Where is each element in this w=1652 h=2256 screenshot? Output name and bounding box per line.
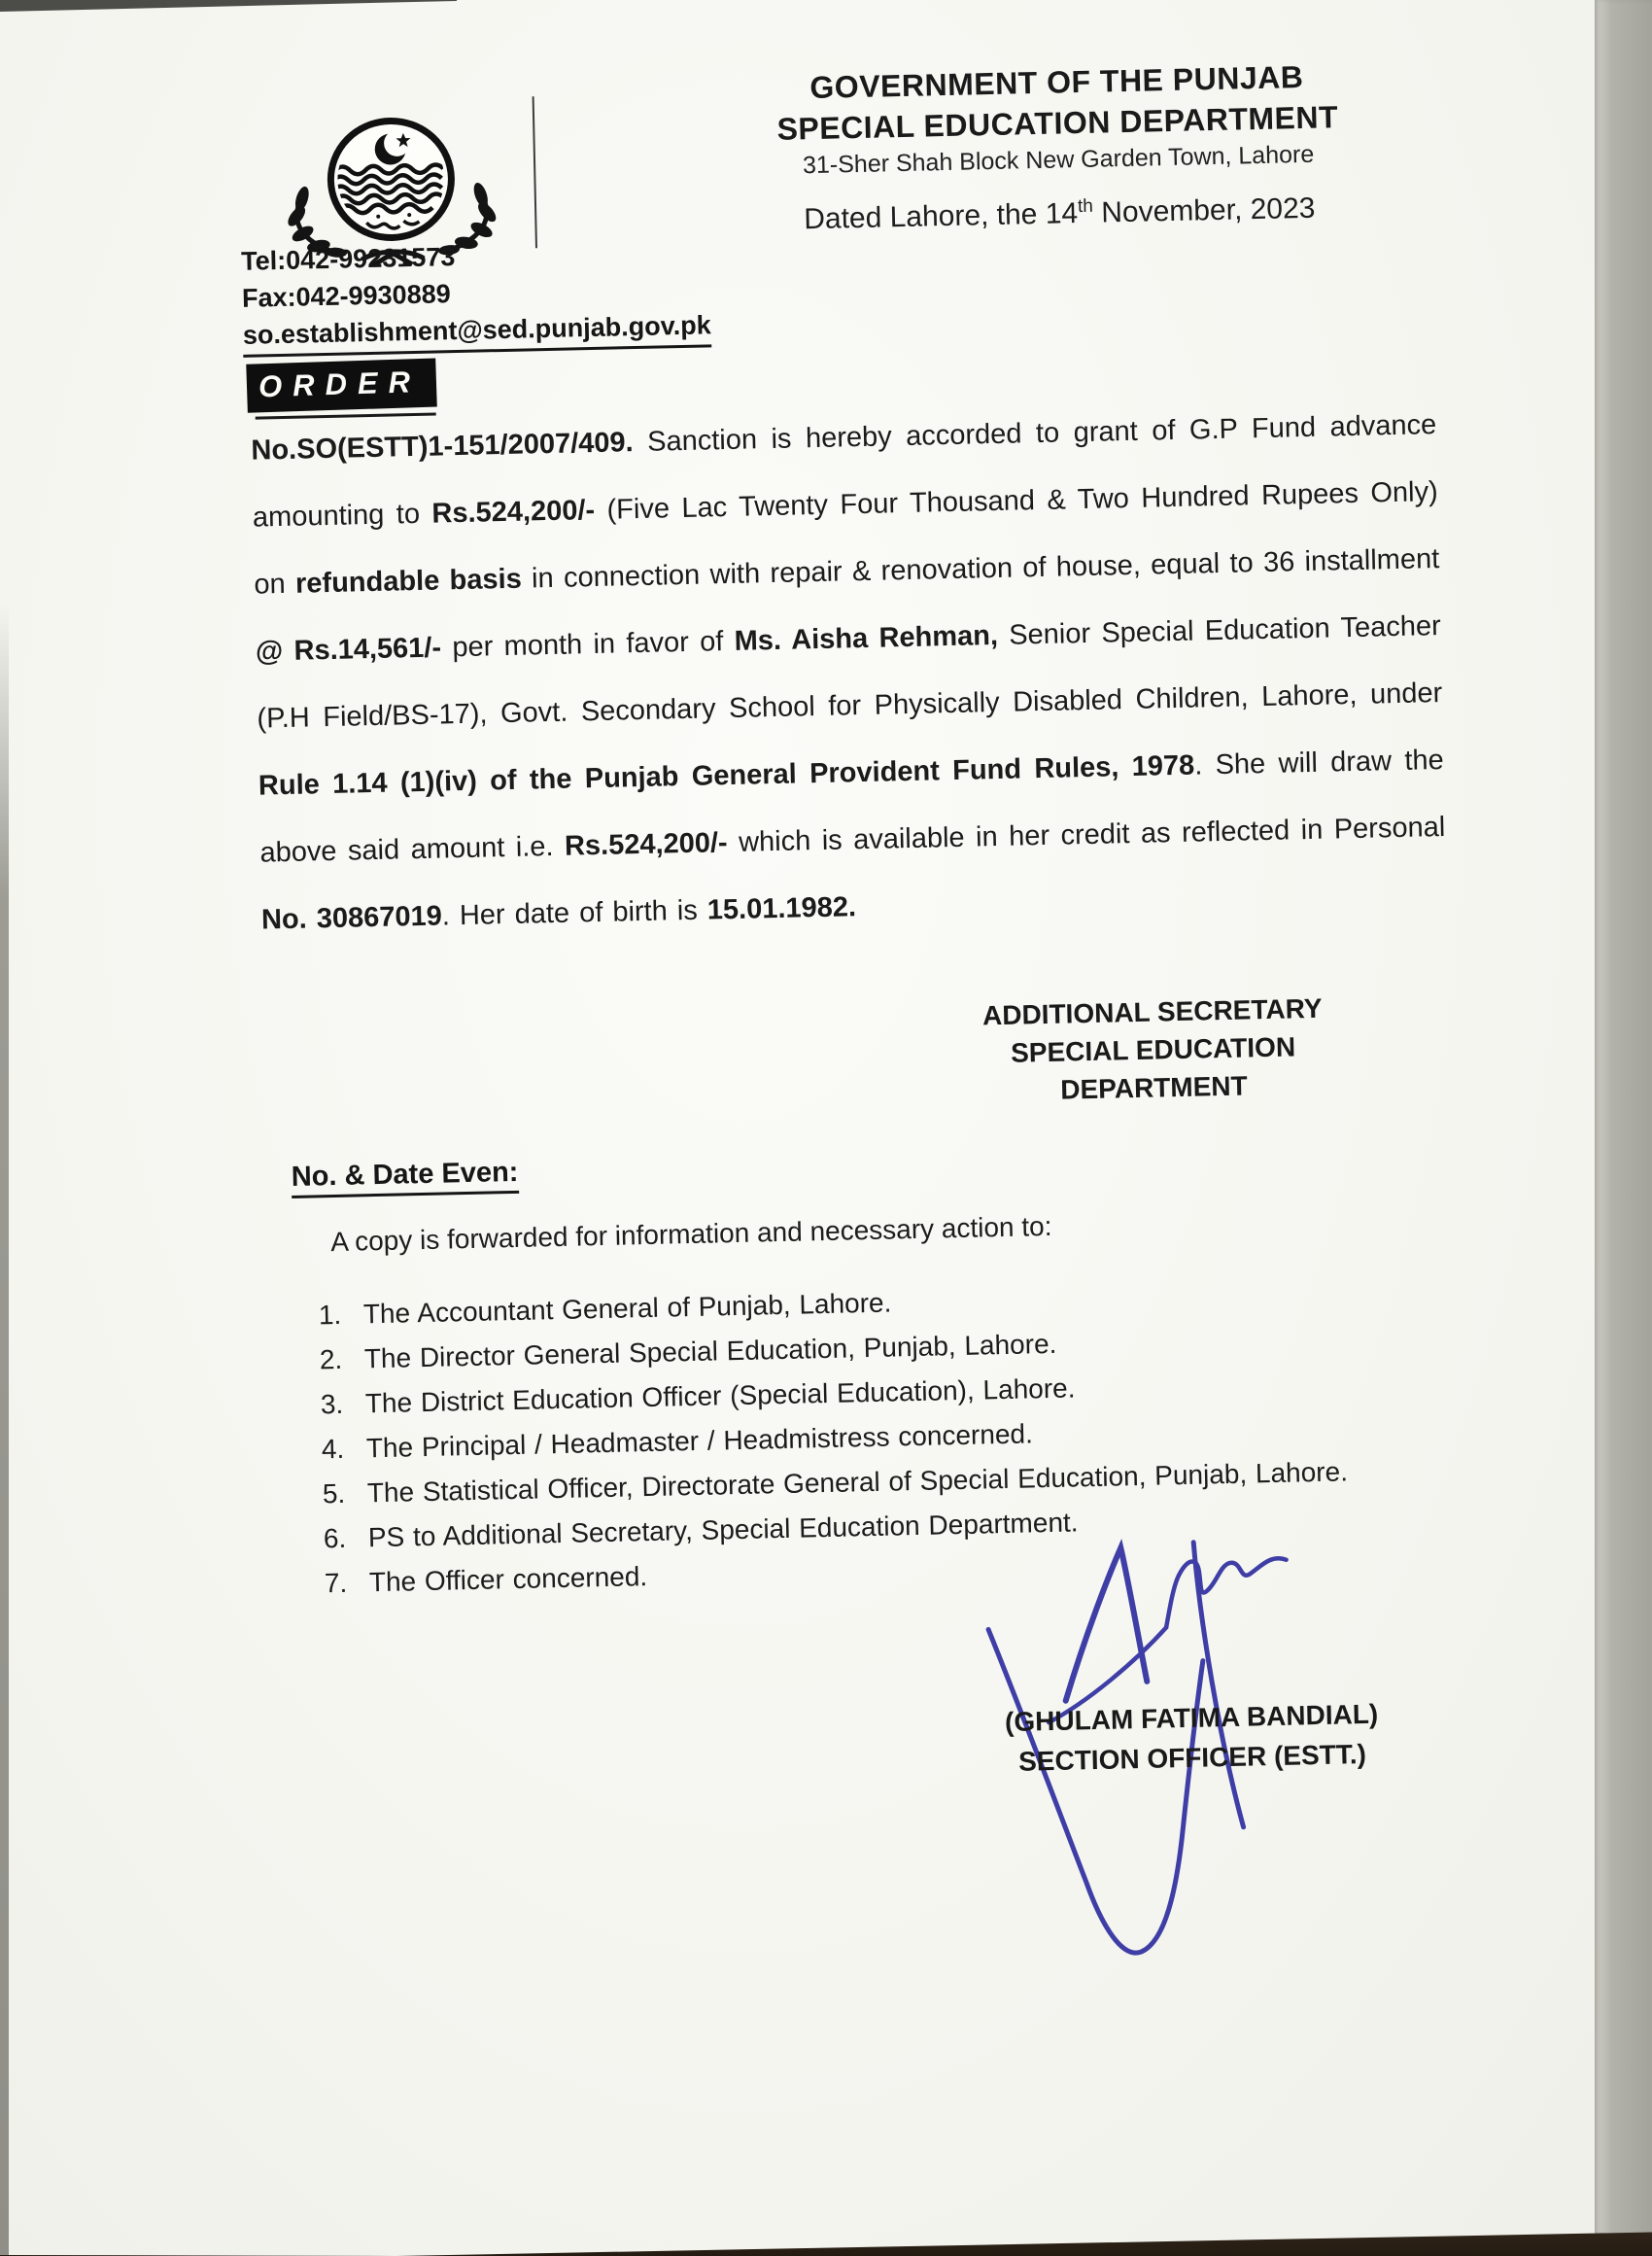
cc-item-text: The Accountant General of Punjab, Lahore. [362,1287,892,1330]
cc-item-text: The Director General Special Education, Punjab, Lahore. [363,1328,1057,1374]
signer-block [982,1693,1402,1782]
cc-item-text: The District Education Officer (Special Education), Lahore. [364,1372,1076,1419]
body-segment: No. 30867019 [260,900,443,936]
body-segment: Rs.524,200/- [431,494,596,530]
body-segment: No.SO(ESTT)1-151/2007/409. [251,427,635,467]
cc-item-text: The Statistical Officer, Directorate General of Special Education, Punjab, Lahore. [366,1456,1349,1509]
date-suffix: November, 2023 [1092,191,1316,229]
cc-item-number: 2. [319,1343,343,1375]
date-ordinal-suffix: th [1077,195,1094,218]
date-line [656,189,1463,239]
body-segment: Ms. Aisha Rehman, [734,619,999,657]
signatory-line2: SPECIAL EDUCATION [1010,1031,1296,1068]
body-segment: @ Rs.14,561/- [255,632,442,668]
body-segment: Rs.524,200/- [564,827,728,862]
signatory-designation [936,989,1370,1112]
body-segment: . Her date of birth is [441,894,708,932]
cc-item-number: 4. [321,1433,345,1465]
scan-edge-right [1595,0,1652,2256]
org-name-line2: SPECIAL EDUCATION DEPARTMENT [776,99,1339,147]
cc-item-number: 3. [320,1388,344,1420]
body-segment: per month in favor of [440,625,736,664]
body-segment: refundable basis [294,563,523,600]
signatory-line3: DEPARTMENT [1059,1070,1248,1105]
body-segment: . She will draw the above said amount i.e. [259,744,1445,869]
org-name-line1: GOVERNMENT OF THE PUNJAB [809,58,1304,106]
body-segment: 15.01.1982. [706,891,857,926]
cc-item-text: The Officer concerned. [368,1561,648,1598]
ref-heading [291,1157,518,1198]
cc-item-number: 7. [324,1567,348,1599]
date-prefix: Dated Lahore, the 14 [803,197,1079,236]
fax-line: Fax:042-9930889 [241,279,451,313]
scan-edge-left [0,603,9,2256]
body-segment: Senior Special Education Teacher (P.H Field/BS-17), Govt. Secondary School for Physically Disabled Children, Lahore, under [257,610,1443,735]
order-heading [246,360,436,420]
cc-item-number: 1. [318,1299,342,1331]
cc-item-text: The Principal / Headmaster / Headmistress concerned. [365,1418,1034,1464]
body-segment: in connection with repair & renovation of house, equal to 36 installment [521,543,1440,595]
email-address: so.establishment@sed.punjab.gov.pk [242,306,711,358]
body-segment: (Five Lac Twenty Four Thousand & Two Hundred Rupees Only) on [254,476,1439,601]
tel-line: Tel:042-99231573 [240,242,456,276]
cc-item-number: 5. [322,1477,346,1510]
signer-title: SECTION OFFICER (ESTT.) [1017,1738,1367,1777]
signatory-line1: ADDITIONAL SECRETARY [981,992,1323,1031]
forwarding-line: A copy is forwarded for information and necessary action to: [329,1210,1052,1258]
contact-block [241,232,711,357]
order-body-paragraph [251,392,1448,954]
body-segment: Sanction is hereby accorded to grant of G.P Fund advance amounting to [252,409,1437,534]
body-segment: which is available in her credit as reflected in Personal [727,811,1446,859]
signer-name: (GHULAM FATIMA BANDIAL) [1004,1698,1379,1738]
org-address: 31-Sher Shah Block New Garden Town, Lahore [802,140,1315,180]
cc-item-number: 6. [323,1522,347,1554]
letterhead [653,52,1463,239]
body-segment: Rule 1.14 (1)(iv) of the Punjab General Provident Fund Rules, 1978 [258,749,1195,802]
order-label: ORDER [246,358,436,412]
cc-item-text: PS to Additional Secretary, Special Education Department. [367,1507,1079,1553]
ref-heading-text: No. & Date Even: [291,1157,518,1198]
